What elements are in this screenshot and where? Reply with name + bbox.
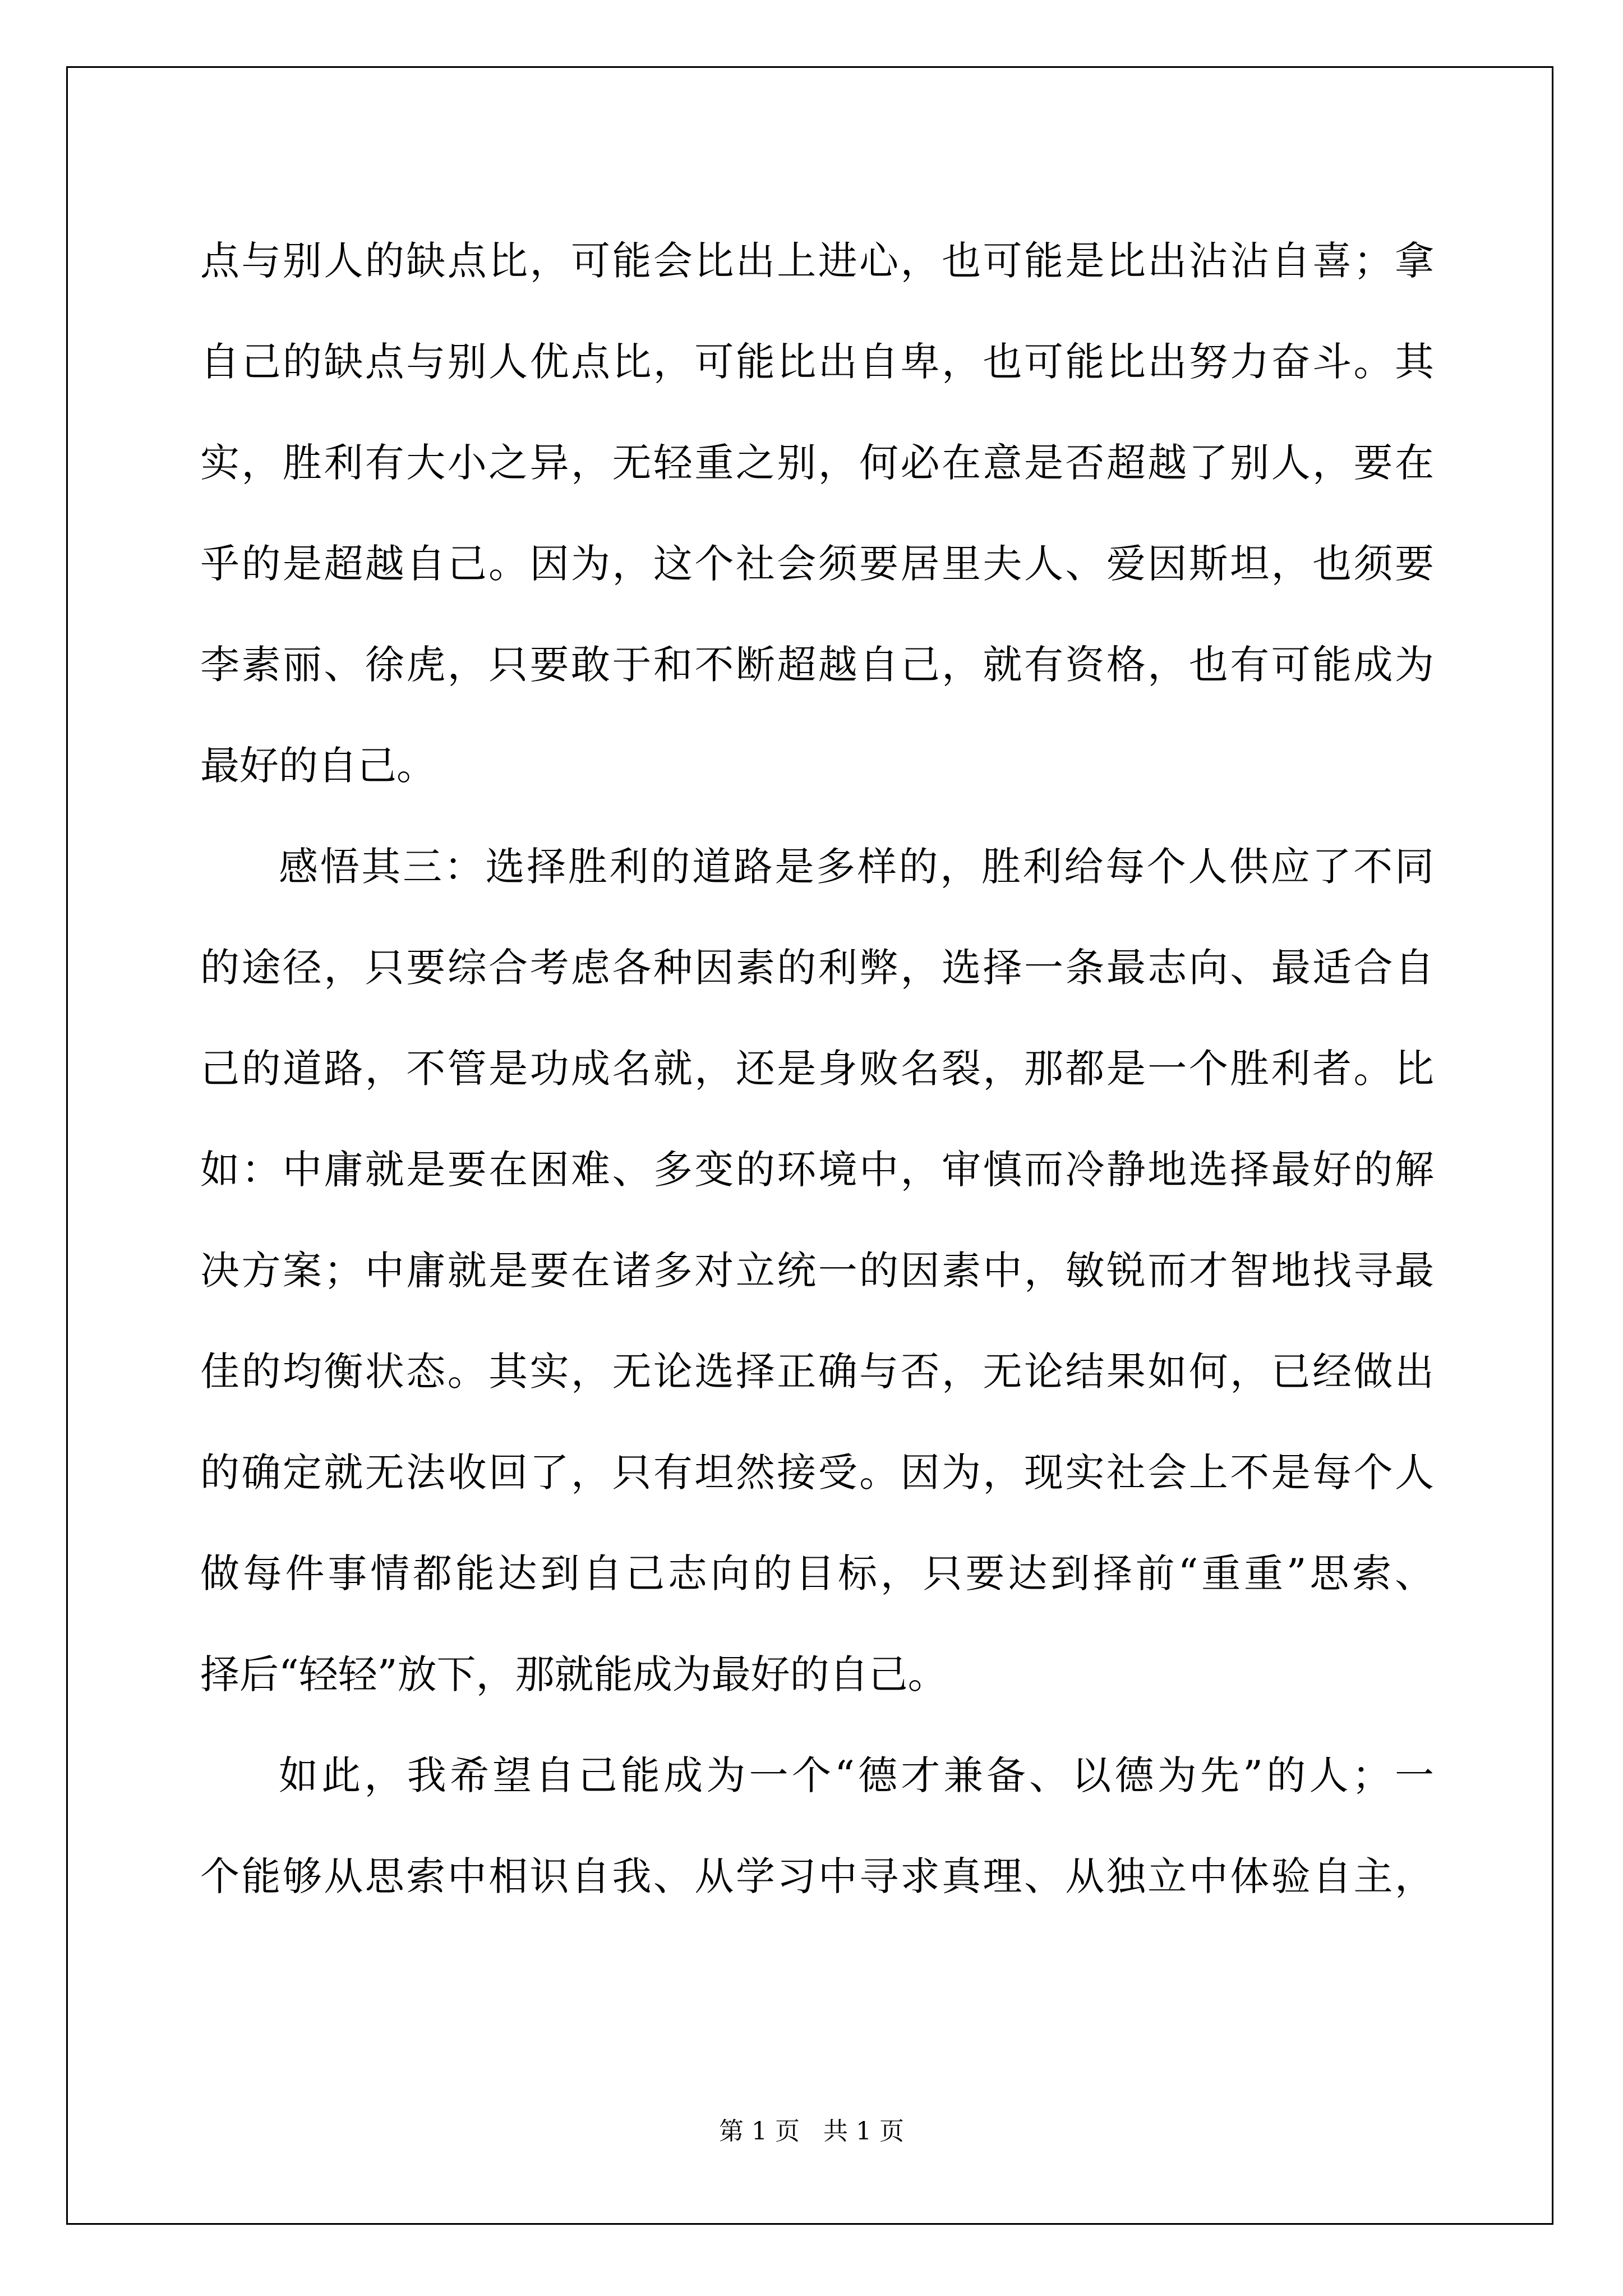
paragraph-1: [200, 210, 1434, 816]
text-line: 己的道路，不管是功成名就，还是身败名裂，那都是一个胜利者。比: [200, 1046, 1434, 1092]
document-body: [200, 210, 1434, 1927]
text-line: 个能够从思索中相识自我、从学习中寻求真理、从独立中体验自主，: [200, 1853, 1434, 1899]
text-line: 做每件事情都能达到自己志向的目标，只要达到择前“重重”思索、: [200, 1550, 1434, 1596]
text-line: 的途径，只要综合考虑各种因素的利弊，选择一条最志向、最适合自: [200, 945, 1434, 991]
text-line: 如此，我希望自己能成为一个“德才兼备、以德为先”的人；一: [279, 1752, 1434, 1798]
text-line: 自己的缺点与别人优点比，可能比出自卑，也可能比出努力奋斗。其: [200, 339, 1434, 385]
text-line: 乎的是超越自己。因为，这个社会须要居里夫人、爱因斯坦，也须要: [200, 541, 1434, 587]
paragraph-3: [200, 1725, 1434, 1927]
text-line: 的确定就无法收回了，只有坦然接受。因为，现实社会上不是每个人: [200, 1450, 1434, 1496]
page-footer: 第 1 页 共 1 页: [719, 2117, 904, 2146]
text-line: 如：中庸就是要在困难、多变的环境中，审慎而冷静地选择最好的解: [200, 1147, 1434, 1193]
text-line: 择后“轻轻”放下，那就能成为最好的自己。: [200, 1651, 947, 1697]
paragraph-2: [200, 816, 1434, 1725]
text-line: 佳的均衡状态。其实，无论选择正确与否，无论结果如何，已经做出: [200, 1349, 1434, 1395]
text-line: 点与别人的缺点比，可能会比出上进心，也可能是比出沾沾自喜；拿: [200, 238, 1434, 284]
text-line: 李素丽、徐虎，只要敢于和不断超越自己，就有资格，也有可能成为: [200, 642, 1434, 688]
text-line: 最好的自己。: [200, 743, 436, 789]
text-line: 实，胜利有大小之异，无轻重之别，何必在意是否超越了别人，要在: [200, 440, 1434, 486]
text-line: 决方案；中庸就是要在诸多对立统一的因素中，敏锐而才智地找寻最: [200, 1248, 1434, 1294]
text-line: 感悟其三：选择胜利的道路是多样的，胜利给每个人供应了不同: [279, 844, 1434, 890]
